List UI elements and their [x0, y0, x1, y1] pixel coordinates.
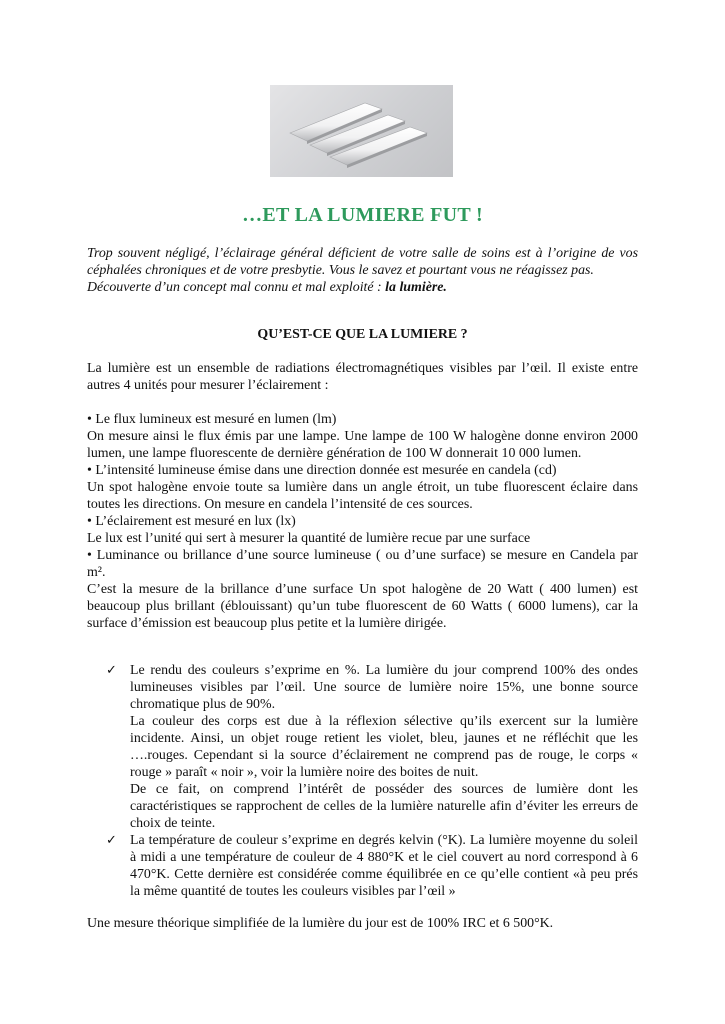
definition-paragraph [87, 360, 638, 394]
unit-line: C’est la mesure de la brillance d’une surface Un spot halogène de 20 Watt ( 400 lumen) est beaucoup plus brillant (éblouissant) qu’un tube fluorescent de 60 Watts ( 6000 lumens), car la surface d’émission est beaucoup plus petite et la lumière dirigée. [87, 582, 638, 631]
units-list [87, 411, 638, 632]
unit-line: • L’intensité lumineuse émise dans une direction donnée est mesurée en candela (cd) [87, 463, 557, 478]
ceiling-light-fixture-icon [270, 85, 453, 177]
unit-line: • Luminance ou brillance d’une source lumineuse ( ou d’une surface) se mesure en Candela par m². [87, 548, 638, 580]
checklist-paragraph: La température de couleur s’exprime en degrés kelvin (°K). La lumière moyenne du soleil à midi a une température de couleur de 4 880°K et le ciel couvert au nord correspond à 6 470°K. Cette dernière est considérée comme équilibrée en ce qu’elle contient «à peu prés la même quantité de toutes les couleurs visibles par l’œil » [130, 833, 638, 899]
checklist-paragraph: De ce fait, on comprend l’intérêt de posséder des sources de lumière dont les caractéristiques se rapprochent de celles de la lumière naturelle afin d’éviter les erreurs de choix de teinte. [130, 782, 638, 831]
intro-discovery [87, 279, 638, 296]
definition-text: La lumière est un ensemble de radiations électromagnétiques visibles par l’œil. Il existe entre autres 4 unités pour mesurer l’éclairement : [87, 361, 638, 393]
final-note: Une mesure théorique simplifiée de la lumière du jour est de 100% IRC et 6 500°K. [87, 916, 554, 931]
unit-line: Un spot halogène envoie toute sa lumière dans un angle étroit, un tube fluorescent éclaire dans toutes les directions. On mesure en candela l’intensité de ces sources. [87, 480, 638, 512]
checklist [106, 662, 638, 900]
checklist-item [106, 832, 638, 900]
page-title: …ET LA LUMIERE FUT ! [242, 204, 483, 226]
checkmark-icon: ✓ [106, 833, 117, 848]
unit-line: On mesure ainsi le flux émis par une lampe. Une lampe de 100 W halogène donne environ 2000 lumen, une lampe fluorescente de dernière génération de 100 W donnerait 10 000 lumen. [87, 429, 638, 461]
intro-discovery-highlight: la lumière. [385, 280, 447, 295]
unit-line: • Le flux lumineux est mesuré en lumen (lm) [87, 412, 337, 427]
checkmark-icon: ✓ [106, 663, 117, 678]
checklist-paragraph: La couleur des corps est due à la réflexion sélective qu’ils exercent sur la lumière incidente. Ainsi, un objet rouge retient les violet, bleu, jaunes et ne réfléchit que les ….rouges. Cependant si la source d’éclairement ne comprend pas de rouge, le corps « rouge » paraît « noir », voir la lumière noire des boites de nuit. [130, 714, 638, 780]
unit-line: Le lux est l’unité qui sert à mesurer la quantité de lumière recue par une surface [87, 531, 531, 546]
checklist-paragraph: Le rendu des couleurs s’exprime en %. La lumière du jour comprend 100% des ondes lumineuses visibles par l’œil. Une source de lumière noire 15%, une bonne source chromatique plus de 90%. [130, 663, 638, 712]
section-heading: QU’EST-CE QUE LA LUMIERE ? [257, 327, 468, 342]
ceiling-light-photo [270, 85, 453, 177]
intro-text: Trop souvent négligé, l’éclairage général déficient de votre salle de soins est à l’origine de vos céphalées chroniques et de votre presbytie. Vous le savez et pourtant vous ne réagissez pas. [87, 246, 638, 278]
intro-discovery-text: Découverte d’un concept mal connu et mal exploité : [87, 280, 382, 295]
intro-paragraph [87, 245, 638, 296]
unit-line: • L’éclairement est mesuré en lux (lx) [87, 514, 296, 529]
checklist-item [106, 662, 638, 832]
